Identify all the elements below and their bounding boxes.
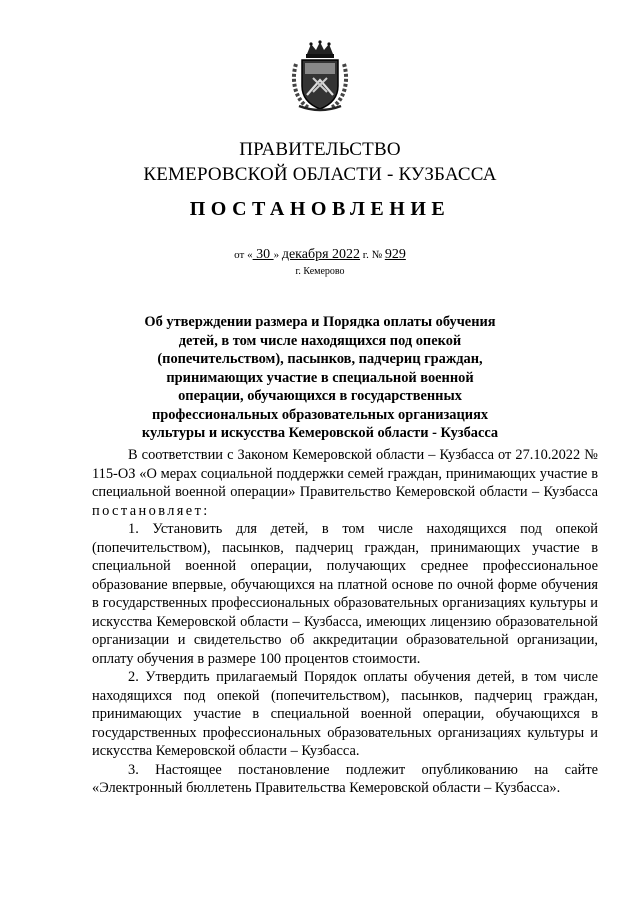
intro-text: В соответствии с Законом Кемеровской области – Кузбасса от 27.10.2022 № 115-ОЗ «О мерах социальной поддержки семей граждан, принимающих участие в специальной военной операции» Правительство Кемеровской области – Кузбасса	[92, 447, 598, 500]
date-month-year: декабря 2022	[281, 247, 361, 262]
date-mid: »	[273, 249, 282, 261]
city-name: г. Кемерово	[295, 266, 345, 277]
government-name-line2: КЕМЕРОВСКОЙ ОБЛАСТИ - КУЗБАССА	[143, 164, 497, 185]
document-title	[120, 313, 520, 443]
date-number-line	[0, 247, 640, 263]
title-line: операции, обучающихся в государственных	[178, 388, 462, 404]
intro-paragraph	[92, 446, 598, 520]
date-prefix: от «	[234, 249, 253, 261]
date-suffix: г. №	[360, 249, 385, 261]
document-number: 929	[384, 247, 406, 262]
title-line: профессиональных образовательных организациях	[151, 406, 489, 423]
paragraph-item-1: 1. Установить для детей, в том числе находящихся под опекой (попечительством), пасынков, падчериц граждан, принимающих участие в специальной военной операции, получающих среднее профессиональное образование впервые, обучающихся на платной основе по очной форме обучения в государственных профессиональных образовательных организациях культуры и искусства Кемеровской области – Кузбасса, имеющих лицензию образовательной организации и свидетельство об аккредитации образовательной организации, оплату обучения в размере 100 процентов стоимости.	[92, 521, 598, 667]
document-body	[92, 446, 598, 798]
intro-colon: :	[203, 502, 208, 519]
document-type-heading: ПОСТАНОВЛЕНИЕ	[189, 198, 451, 220]
title-line: принимающих участие в специальной военной	[166, 369, 474, 386]
government-name-line1: ПРАВИТЕЛЬСТВО	[239, 139, 401, 160]
decree-word: постановляет	[92, 502, 204, 519]
paragraph-item-2: 2. Утвердить прилагаемый Порядок оплаты обучения детей, в том числе находящихся под опекой (попечительством), пасынков, падчериц граждан, принимающих участие в специальной военной операции, обучающихся в государственных профессиональных образовательных организациях культуры и искусства Кемеровской области – Кузбасса.	[92, 669, 598, 759]
kemerovo-coat-of-arms-icon	[287, 40, 353, 117]
date-day: 30	[252, 247, 274, 262]
title-line: (попечительством), пасынков, падчериц граждан,	[157, 351, 483, 367]
paragraph-item-3: 3. Настоящее постановление подлежит опубликованию на сайте «Электронный бюллетень Правительства Кемеровской области – Кузбасса».	[92, 761, 598, 796]
title-line: культуры и искусства Кемеровской области - Кузбасса	[141, 425, 499, 441]
title-line: Об утверждении размера и Порядка оплаты обучения	[144, 314, 496, 330]
title-line: детей, в том числе находящихся под опекой	[178, 332, 462, 349]
